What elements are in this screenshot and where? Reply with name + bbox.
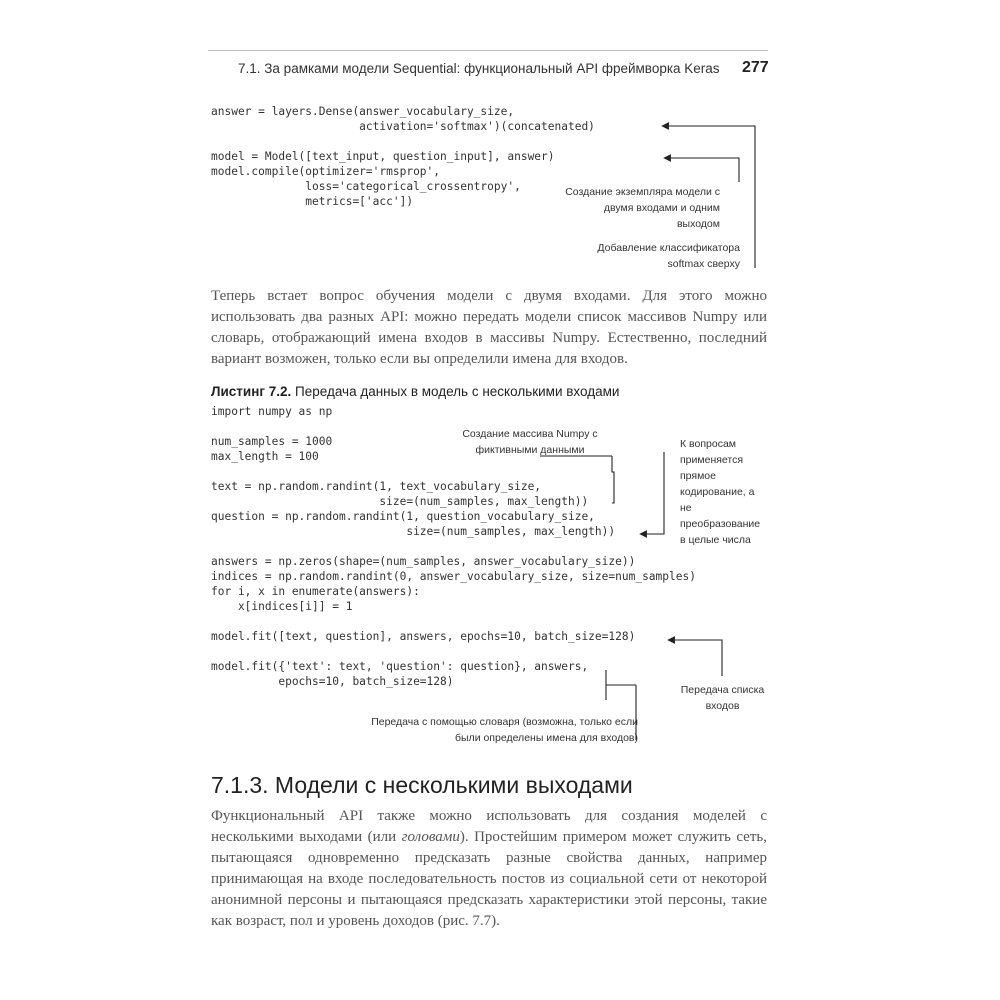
code-line [211,644,696,659]
code-line [211,464,696,479]
code-line: question = np.random.randint(1, question_vocabulary_size, [211,510,595,523]
code-line: loss='categorical_crossentropy', [211,180,521,193]
code-line: answer = layers.Dense(answer_vocabulary_size, [211,105,515,118]
code-line [211,134,595,149]
code-line: model.fit({'text': text, 'question': question}, answers, [211,660,589,673]
code-line: model.compile(optimizer='rmsprop', [211,165,441,178]
listing-caption [211,384,619,399]
code-block-listing-7-2 [211,404,696,689]
paragraph-training-two-inputs: Теперь встает вопрос обучения модели с двумя входами. Для этого можно использовать два разных API: можно передать модели список массивов Numpy или словарь, отображающий имена входов в массивы Numpy. Естественно, последний вариант возможен, только если вы определили имена для входов. [211,288,767,367]
code-line: epochs=10, batch_size=128) [211,675,454,688]
code-line: model.fit([text, question], answers, epochs=10, batch_size=128) [211,630,636,643]
annotation-list-pass: Передача списка входов [680,684,765,712]
code-line: x[indices[i]] = 1 [211,600,353,613]
annotation-softmax: Добавление классификатора softmax сверху [597,242,740,270]
paragraph-multiple-outputs [211,806,767,932]
paragraph-2-part1: Функциональный API также можно использовать для создания моделей с несколькими выходами (или [211,808,767,845]
code-line: indices = np.random.randint(0, answer_vocabulary_size, size=num_samples) [211,570,696,583]
code-line [211,614,696,629]
code-line: answers = np.zeros(shape=(num_samples, answer_vocabulary_size)) [211,555,636,568]
code-line [211,419,696,434]
paragraph-2-emphasis: головами [401,829,460,845]
annotation-model-instance: Создание экземпляра модели с двумя входами и одним выходом [565,186,720,230]
code-line: max_length = 100 [211,450,319,463]
annotation-dict-pass: Передача с помощью словаря (возможна, только если были определены имена для входов) [371,716,638,744]
model-instance-pointer-line [664,158,739,182]
page-number: 277 [742,59,769,76]
annotation-numpy-array: Создание массива Numpy с фиктивными данными [462,428,598,456]
listing-label: Листинг 7.2. [211,384,292,399]
code-line [211,539,696,554]
paragraph-2-part2: ). Простейшим примером может служить сеть, пытающаяся одновременно предсказать разные свойства данных, например принимающая на входе последовательность постов из социальной сети от некоторой анонимной персоны и пытающаяся предсказать характеристики этой персоны, такие как возраст, пол и уровень доходов (рис. 7.7). [211,829,767,929]
code-line: text = np.random.randint(1, text_vocabulary_size, [211,480,542,493]
running-title: 7.1. За рамками модели Sequential: функциональный API фреймворка Keras [238,61,720,76]
code-line: import numpy as np [211,405,333,418]
code-line: size=(num_samples, max_length)) [211,495,589,508]
annotation-one-hot: К вопросам применяется прямое кодирование, а не преобразование в целые числа [680,438,761,546]
code-line: num_samples = 1000 [211,435,333,448]
code-line: for i, x in enumerate(answers): [211,585,420,598]
code-line: metrics=['acc']) [211,195,414,208]
code-line: size=(num_samples, max_length)) [211,525,616,538]
code-block-model-compile [211,104,595,209]
header-rule [208,50,768,51]
code-line: activation='softmax')(concatenated) [211,120,595,133]
listing-title: Передача данных в модель с несколькими входами [295,384,620,399]
section-heading: 7.1.3. Модели с несколькими выходами [211,772,633,798]
code-line: model = Model([text_input, question_input], answer) [211,150,555,163]
